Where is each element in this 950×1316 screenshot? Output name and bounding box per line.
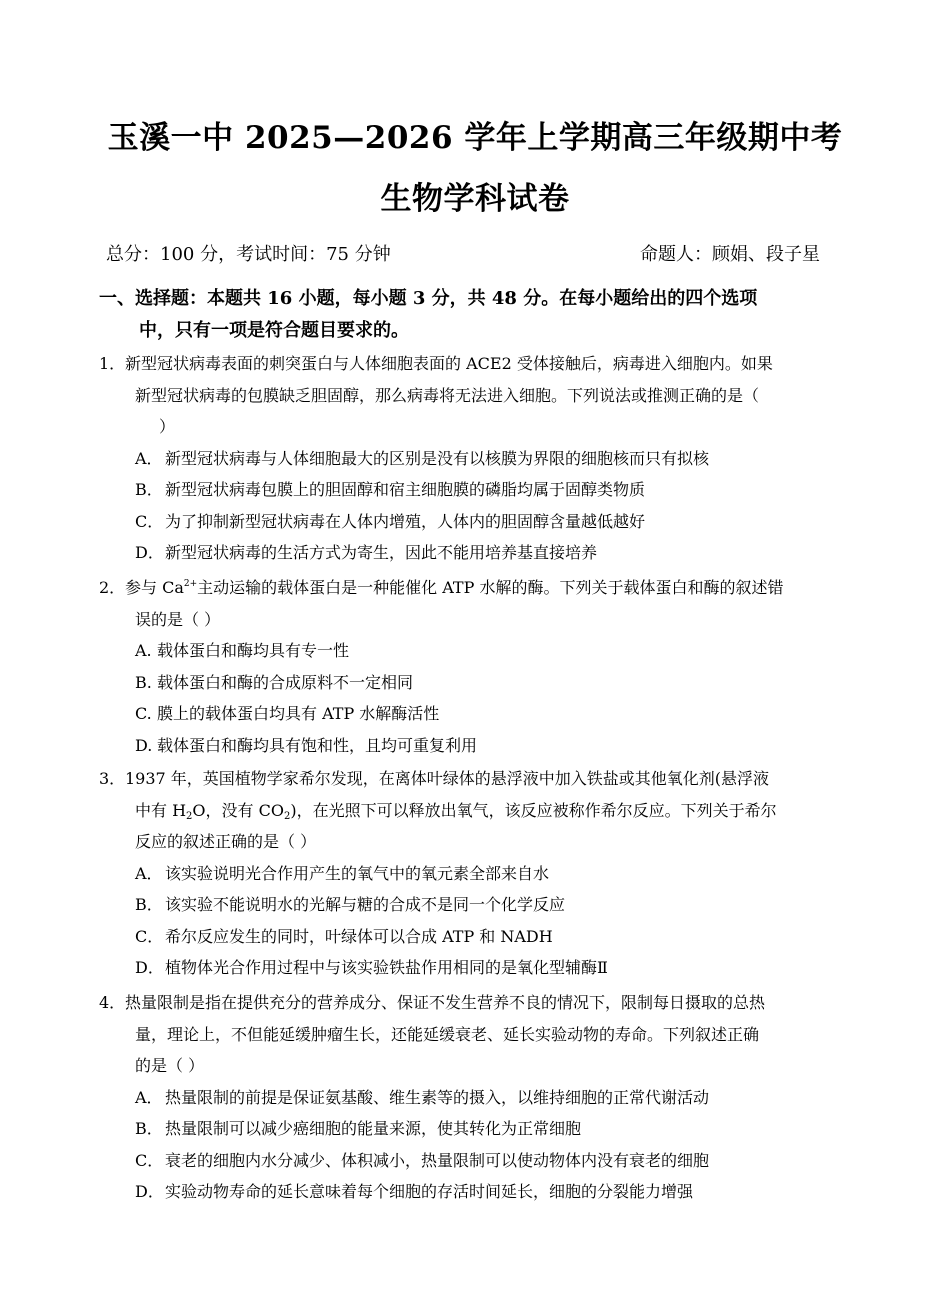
option-b bbox=[99, 667, 861, 699]
option-c bbox=[99, 698, 861, 730]
question-stem: 新型冠状病毒的包膜缺乏胆固醇，那么病毒将无法进入细胞。下列说法或推测正确的是（ bbox=[135, 385, 760, 405]
answer-blank: ） bbox=[159, 417, 176, 436]
question-number: 1． bbox=[99, 354, 126, 373]
exam-subtitle: 生物学科试卷 bbox=[380, 181, 570, 217]
subscript: 2 bbox=[284, 810, 291, 822]
question-1 bbox=[99, 348, 861, 569]
superscript: 2+ bbox=[183, 579, 198, 589]
option-text: 新型冠状病毒包膜上的胆固醇和宿主细胞膜的磷脂均属于固醇类物质 bbox=[165, 480, 646, 499]
option-text: 新型冠状病毒的生活方式为寄生，因此不能用培养基直接培养 bbox=[165, 543, 598, 562]
question-stem: 中有 H bbox=[135, 800, 187, 820]
option-text: 热量限制的前提是保证氨基酸、维生素等的摄入，以维持细胞的正常代谢活动 bbox=[165, 1087, 710, 1107]
option-text: 新型冠状病毒与人体细胞最大的区别是没有以核膜为界限的细胞核而只有拟核 bbox=[165, 448, 710, 468]
option-label: C． bbox=[135, 511, 164, 531]
question-2 bbox=[99, 572, 861, 761]
question-stem: O，没有 CO bbox=[192, 800, 284, 820]
question-stem: 反应的叙述正确的是（ ） bbox=[135, 832, 317, 851]
question-stem: 1937 年，英国植物学家希尔发现，在离体叶绿体的悬浮液中加入铁盐或其他氧化剂(悬浮液 bbox=[125, 769, 770, 788]
option-label: C. bbox=[135, 704, 152, 723]
question-stem: 误的是（ ） bbox=[135, 609, 221, 629]
option-label: B． bbox=[135, 1119, 163, 1138]
option-label: B. bbox=[135, 672, 152, 692]
option-text: 实验动物寿命的延长意味着每个细胞的存活时间延长，细胞的分裂能力增强 bbox=[165, 1182, 694, 1201]
question-4 bbox=[99, 987, 861, 1208]
option-label: C． bbox=[135, 1150, 164, 1170]
section-heading bbox=[99, 283, 859, 347]
option-label: D． bbox=[135, 543, 164, 562]
option-label: B． bbox=[135, 895, 163, 914]
section-heading-line1: 一、选择题：本题共 16 小题，每小题 3 分，共 48 分。在每小题给出的四个选项 bbox=[99, 288, 758, 309]
option-label: D． bbox=[135, 1182, 164, 1201]
subscript: 2 bbox=[186, 810, 193, 822]
exam-authors: 命题人：顾娟、段子星 bbox=[640, 244, 820, 265]
question-number: 3． bbox=[99, 769, 126, 788]
option-label: A． bbox=[135, 1087, 163, 1107]
option-text: 该实验不能说明水的光解与糖的合成不是同一个化学反应 bbox=[165, 895, 566, 914]
question-stem: )，在光照下可以释放出氧气，该反应被称作希尔反应。下列关于希尔 bbox=[290, 800, 777, 820]
exam-title: 玉溪一中 2025—2026 学年上学期高三年级期中考 bbox=[107, 120, 843, 156]
option-b bbox=[99, 474, 861, 506]
option-text: 植物体光合作用过程中与该实验铁盐作用相同的是氧化型辅酶Ⅱ bbox=[165, 958, 608, 977]
option-label: A． bbox=[135, 863, 163, 883]
option-text: 该实验说明光合作用产生的氧气中的氧元素全部来自水 bbox=[165, 863, 550, 883]
question-stem: 主动运输的载体蛋白是一种能催化 ATP 水解的酶。下列关于载体蛋白和酶的叙述错 bbox=[197, 578, 784, 597]
option-text: 希尔反应发生的同时，叶绿体可以合成 ATP 和 NADH bbox=[165, 926, 553, 946]
question-stem: 参与 Ca bbox=[125, 578, 184, 597]
option-c bbox=[99, 1145, 861, 1177]
option-c bbox=[99, 921, 861, 953]
option-a bbox=[99, 443, 861, 475]
option-a bbox=[99, 635, 861, 667]
question-number: 2． bbox=[99, 578, 126, 597]
option-label: D． bbox=[135, 958, 164, 977]
option-text: 载体蛋白和酶的合成原料不一定相同 bbox=[157, 672, 414, 692]
exam-score-time: 总分：100 分，考试时间：75 分钟 bbox=[106, 244, 391, 265]
option-c bbox=[99, 506, 861, 538]
option-label: A． bbox=[135, 448, 163, 468]
option-label: D. bbox=[135, 735, 153, 755]
question-number: 4． bbox=[99, 993, 126, 1012]
section-heading-line2: 中，只有一项是符合题目要求的。 bbox=[139, 320, 409, 341]
question-3 bbox=[99, 763, 861, 984]
option-d bbox=[99, 1176, 861, 1208]
option-text: 热量限制可以减少癌细胞的能量来源，使其转化为正常细胞 bbox=[165, 1119, 582, 1138]
option-a bbox=[99, 858, 861, 890]
question-stem: 新型冠状病毒表面的刺突蛋白与人体细胞表面的 ACE2 受体接触后，病毒进入细胞内。如果 bbox=[125, 354, 773, 373]
question-stem: 的是（ ） bbox=[135, 1056, 205, 1075]
option-d bbox=[99, 537, 861, 569]
option-b bbox=[99, 889, 861, 921]
option-label: B． bbox=[135, 480, 163, 499]
question-stem: 热量限制是指在提供充分的营养成分、保证不发生营养不良的情况下，限制每日摄取的总热 bbox=[125, 993, 766, 1012]
option-text: 膜上的载体蛋白均具有 ATP 水解酶活性 bbox=[157, 704, 440, 723]
option-a bbox=[99, 1082, 861, 1114]
option-text: 衰老的细胞内水分减少、体积减小，热量限制可以使动物体内没有衰老的细胞 bbox=[165, 1150, 710, 1170]
option-label: C． bbox=[135, 926, 164, 946]
option-b bbox=[99, 1113, 861, 1145]
option-text: 载体蛋白和酶均具有饱和性，且均可重复利用 bbox=[157, 735, 478, 755]
option-d bbox=[99, 730, 861, 762]
option-text: 载体蛋白和酶均具有专一性 bbox=[157, 641, 350, 660]
option-text: 为了抑制新型冠状病毒在人体内增殖，人体内的胆固醇含量越低越好 bbox=[165, 511, 646, 531]
option-label: A. bbox=[135, 641, 152, 660]
option-d bbox=[99, 952, 861, 984]
question-stem: 量，理论上，不但能延缓肿瘤生长，还能延缓衰老、延长实验动物的寿命。下列叙述正确 bbox=[135, 1024, 760, 1044]
